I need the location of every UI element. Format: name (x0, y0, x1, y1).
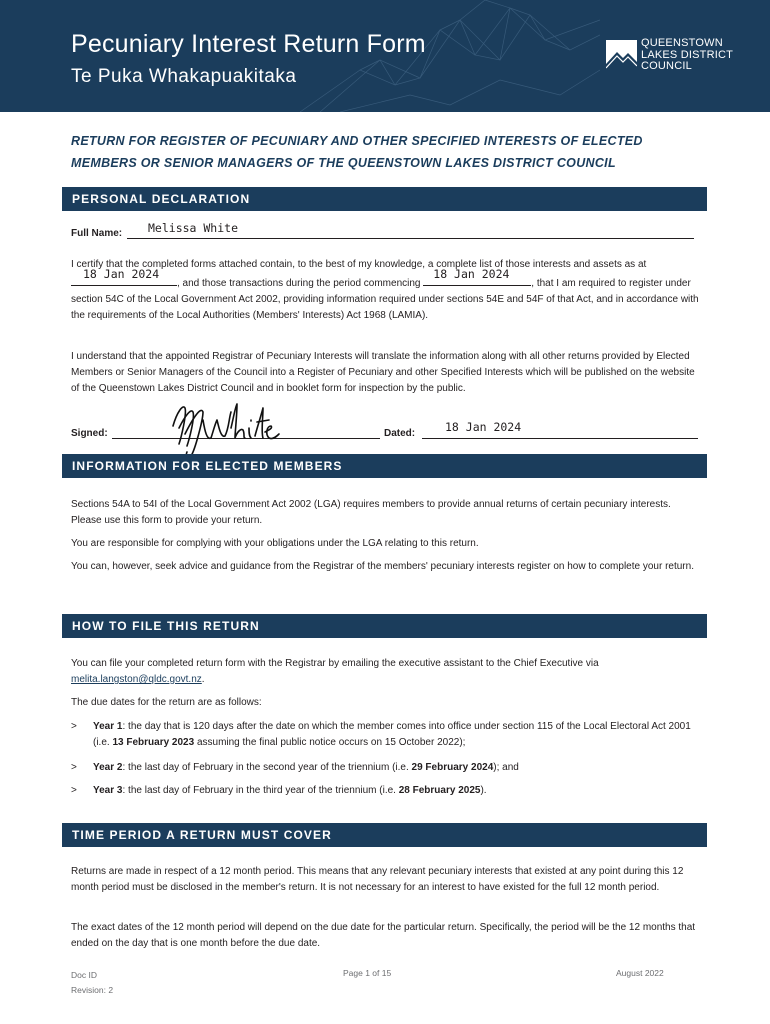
bullet-year: Year 2 (93, 762, 123, 773)
period-date-field[interactable] (423, 267, 531, 286)
footer-date: August 2022 (616, 968, 664, 978)
period-date-value: 18 Jan 2024 (433, 267, 510, 281)
dated-value: 18 Jan 2024 (445, 420, 522, 434)
section-time-period (62, 823, 707, 847)
howto-text-1: You can file your completed return form with the Registrar by emailing the executive assistant to the Chief Executive via (71, 658, 599, 669)
certify-paragraph (71, 257, 702, 324)
bullet-body-end: ). (480, 785, 487, 796)
bullet-body-end: ); and (493, 762, 519, 773)
full-name-value: Melissa White (148, 221, 239, 235)
bullet-body: : the last day of February in the second year of the triennium (i.e. (122, 762, 412, 773)
logo-line-1: QUEENSTOWN (641, 37, 723, 49)
section-heading: HOW TO FILE THIS RETURN (72, 619, 260, 633)
chevron-right-icon: > (71, 762, 77, 773)
form-subtitle: Te Puka Whakapuakitaka (71, 66, 297, 87)
section-how-to-file (62, 614, 707, 638)
footer-doc-info (71, 968, 113, 998)
understand-paragraph: I understand that the appointed Registrar of Pecuniary Interests will translate the information along with all other returns provided by Elected Members or Senior Managers of the Council into a Register of Pecuniary and other Specified Interests which will be published on the website of the Queenstown Lakes District Council and in booklet form for inspection by the public. (71, 351, 695, 394)
registrar-email-link[interactable]: melita.langston@qldc.govt.nz (71, 674, 202, 685)
bullet-year: Year 1 (93, 721, 123, 732)
elected-paragraph-1: Sections 54A to 54I of the Local Government Act 2002 (LGA) requires members to provide annual returns of certain pecuniary interests. Please use this form to provide your return. (71, 499, 671, 526)
howto-paragraph-2: The due dates for the return are as follows: (71, 697, 262, 708)
form-title: Pecuniary Interest Return Form (71, 30, 426, 58)
bullet-date: 13 February 2023 (112, 737, 195, 748)
bullet-text (93, 719, 698, 751)
footer-doc-id: Doc ID (71, 970, 97, 980)
full-name-label: Full Name: (71, 228, 123, 239)
period-paragraph-2: The exact dates of the 12 month period will depend on the due date for the particular return. Specifically, the period will be the 12 months that ended on the day that is one month before the due date. (71, 922, 696, 949)
certify-text-3: , that I am required to register under section 54C of the Local Government Act 2002, providing information required under sections 54E and 54F of that Act, and in accordance with the requirements of the Local Authorities (Members' Interests) Act 1968 (LAMIA). (71, 278, 699, 321)
signed-label: Signed: (71, 428, 108, 439)
elected-paragraph-3: You can, however, seek advice and guidance from the Registrar of the members' pecuniary interests register on how to complete your return. (71, 561, 694, 572)
bullet-text (93, 760, 698, 776)
howto-text-end: . (201, 674, 205, 685)
section-personal-declaration (62, 187, 707, 211)
elected-paragraph-2: You are responsible for complying with your obligations under the LGA relating to this return. (71, 538, 479, 549)
period-paragraph-1: Returns are made in respect of a 12 month period. This means that any relevant pecuniary interests that existed at any point during this 12 month period must be disclosed in the member's return. It is not necessary for an interest to have existed for the full 12 month period. (71, 866, 684, 893)
council-logo-text (641, 38, 733, 73)
logo-line-3: COUNCIL (641, 60, 692, 72)
certify-text-1: I certify that the completed forms attached contain, to the best of my knowledge, a complete list of those interests and assets as at (71, 259, 647, 270)
assets-date-value: 18 Jan 2024 (83, 267, 160, 281)
bullet-text (93, 783, 698, 799)
logo-line-2: LAKES DISTRICT (641, 48, 734, 61)
section-elected-members (62, 454, 707, 478)
chevron-right-icon: > (71, 721, 77, 732)
council-logo (606, 38, 746, 78)
bullet-date: 28 February 2025 (398, 785, 481, 796)
footer-revision: Revision: 2 (71, 985, 114, 995)
page-header (0, 0, 770, 112)
assets-date-field[interactable] (71, 267, 177, 286)
section-heading: PERSONAL DECLARATION (72, 192, 251, 206)
handwritten-signature (165, 398, 285, 460)
bullet-body: : the day that is 120 days after the date on which the member comes into office under section 115 of the Local Electoral Act 2001 (i.e. (93, 721, 691, 748)
chevron-right-icon: > (71, 785, 77, 796)
dated-label: Dated: (384, 428, 416, 439)
howto-paragraph-1 (71, 656, 702, 688)
bullet-date: 29 February 2024 (411, 762, 494, 773)
section-heading: INFORMATION FOR ELECTED MEMBERS (72, 459, 343, 473)
bullet-body-end: assuming the final public notice occurs on 15 October 2022); (194, 737, 466, 748)
council-logo-icon (606, 40, 637, 74)
section-heading: TIME PERIOD A RETURN MUST COVER (72, 828, 332, 842)
bullet-body: : the last day of February in the third year of the triennium (i.e. (122, 785, 399, 796)
bullet-year: Year 3 (93, 785, 123, 796)
footer-page-number: Page 1 of 15 (343, 968, 392, 978)
certify-text-2: , and those transactions during the period commencing (177, 278, 421, 289)
return-title: RETURN FOR REGISTER OF PECUNIARY AND OTHER SPECIFIED INTERESTS OF ELECTED MEMBERS OR SENIOR MANAGERS OF THE QUEENSTOWN LAKES DISTRICT COUNCIL (71, 134, 643, 170)
